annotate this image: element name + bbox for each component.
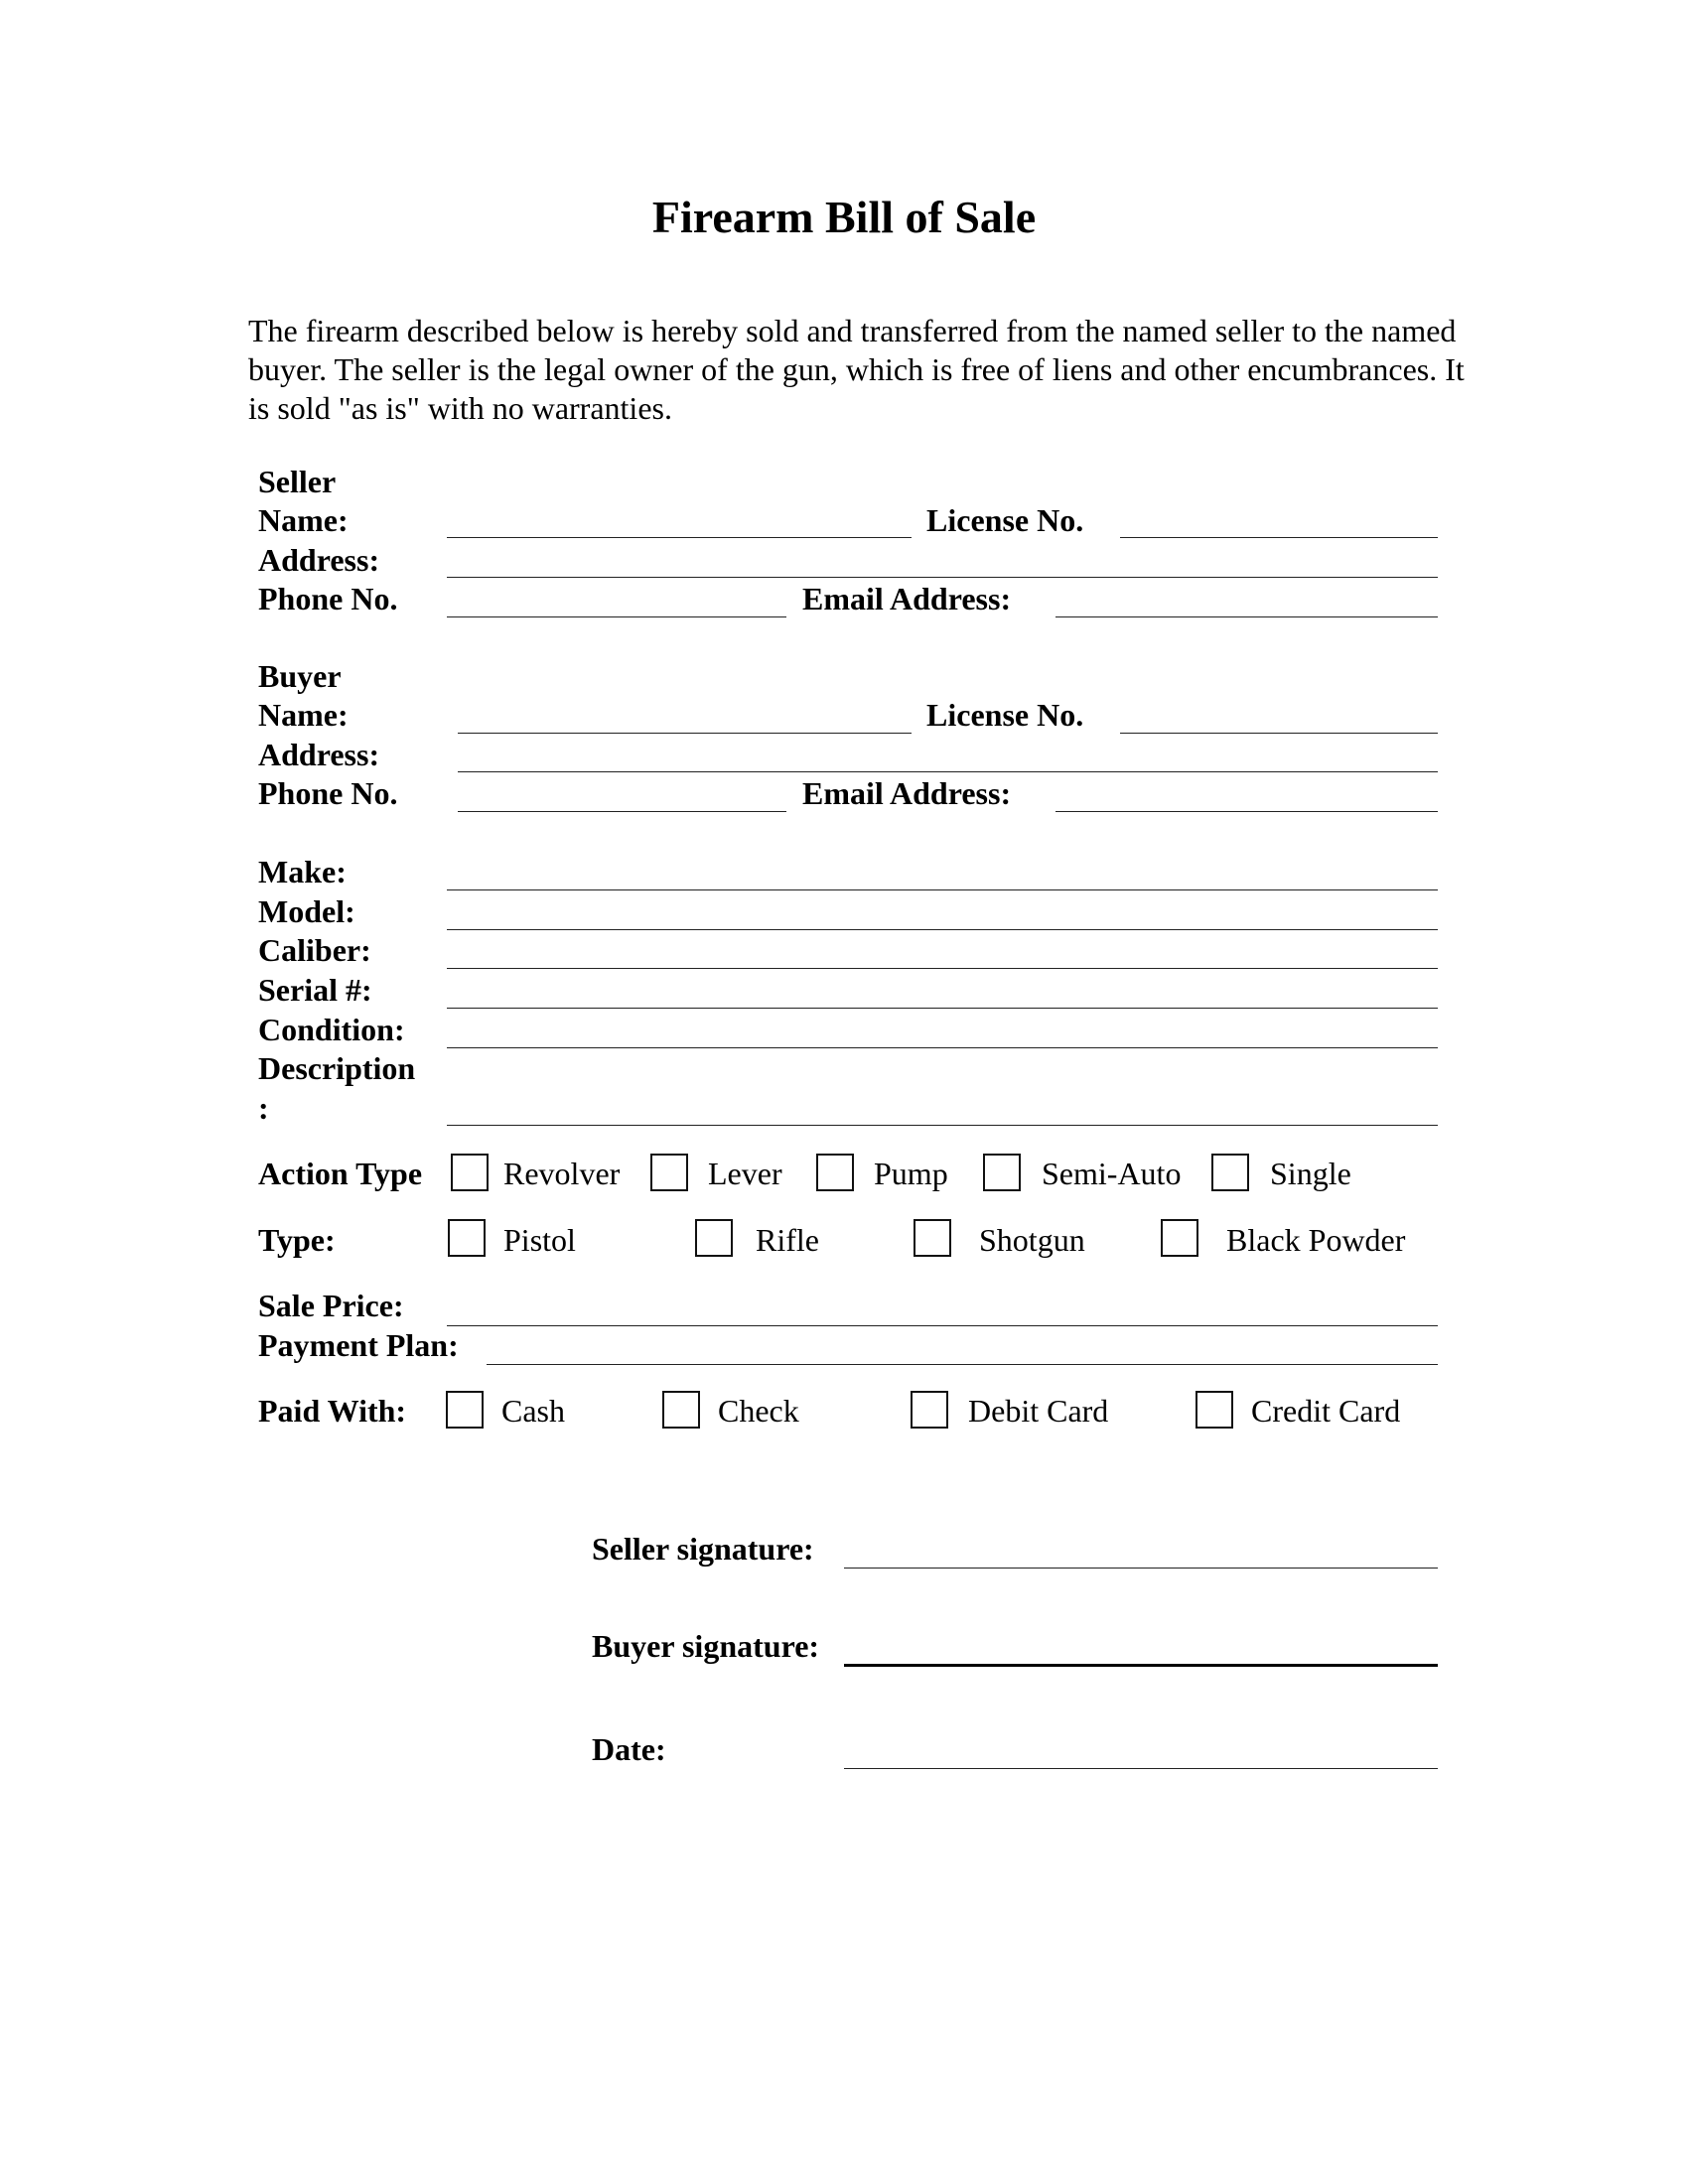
seller-license-label: License No. [926,502,1084,538]
buyer-signature-label: Buyer signature: [592,1628,820,1664]
paid-check-checkbox[interactable] [662,1391,700,1429]
caliber-label: Caliber: [258,932,371,968]
type-pistol-checkbox[interactable] [448,1219,486,1257]
buyer-phone-label: Phone No. [258,775,398,811]
buyer-email-field[interactable] [1055,811,1438,812]
condition-field[interactable] [447,1047,1438,1048]
sale-price-field[interactable] [447,1325,1438,1326]
paid-debit-card-label: Debit Card [968,1393,1109,1429]
type-black-powder-checkbox[interactable] [1161,1219,1198,1257]
model-label: Model: [258,893,355,929]
action-semi-auto-checkbox[interactable] [983,1154,1021,1191]
seller-name-label: Name: [258,502,349,538]
make-field[interactable] [447,889,1438,890]
document-title: Firearm Bill of Sale [651,192,1037,242]
type-pistol-label: Pistol [503,1222,576,1258]
seller-email-field[interactable] [1055,616,1438,617]
intro-paragraph: The firearm described below is hereby sold and transferred from the named seller to the named buyer. The seller is the legal owner of the gun, which is free of liens and other encumbrances. It is sold "as is" with no warranties. [248,313,1465,426]
type-shotgun-label: Shotgun [979,1222,1085,1258]
description-field[interactable] [447,1125,1438,1126]
seller-phone-label: Phone No. [258,581,398,616]
action-lever-label: Lever [708,1156,782,1191]
sale-price-label: Sale Price: [258,1288,404,1323]
buyer-license-label: License No. [926,697,1084,733]
paid-credit-card-label: Credit Card [1251,1393,1401,1429]
seller-address-field[interactable] [447,577,1438,578]
paid-cash-checkbox[interactable] [446,1391,484,1429]
seller-license-field[interactable] [1120,537,1438,538]
seller-signature-label: Seller signature: [592,1531,814,1567]
description-label-colon: : [258,1090,269,1126]
condition-label: Condition: [258,1012,405,1047]
type-shotgun-checkbox[interactable] [914,1219,951,1257]
payment-plan-field[interactable] [487,1364,1438,1365]
action-single-checkbox[interactable] [1211,1154,1249,1191]
type-rifle-label: Rifle [756,1222,819,1258]
action-single-label: Single [1270,1156,1351,1191]
buyer-phone-field[interactable] [458,811,786,812]
date-label: Date: [592,1731,666,1767]
action-pump-label: Pump [874,1156,948,1191]
description-label: Description [258,1050,416,1086]
type-black-powder-label: Black Powder [1226,1222,1406,1258]
paid-cash-label: Cash [501,1393,565,1429]
model-field[interactable] [447,929,1438,930]
buyer-heading: Buyer [258,658,342,694]
buyer-address-field[interactable] [458,771,1438,772]
type-label: Type: [258,1222,336,1258]
action-revolver-label: Revolver [503,1156,621,1191]
buyer-address-label: Address: [258,737,380,772]
action-type-label: Action Type [258,1156,423,1191]
buyer-license-field[interactable] [1120,733,1438,734]
serial-label: Serial #: [258,972,372,1008]
seller-address-label: Address: [258,542,380,578]
caliber-field[interactable] [447,968,1438,969]
seller-name-field[interactable] [447,537,912,538]
action-revolver-checkbox[interactable] [451,1154,489,1191]
paid-check-label: Check [718,1393,799,1429]
seller-heading: Seller [258,464,337,499]
paid-credit-card-checkbox[interactable] [1196,1391,1233,1429]
paid-debit-card-checkbox[interactable] [911,1391,948,1429]
action-semi-auto-label: Semi-Auto [1042,1156,1182,1191]
serial-field[interactable] [447,1008,1438,1009]
type-rifle-checkbox[interactable] [695,1219,733,1257]
seller-signature-field[interactable] [844,1568,1438,1569]
make-label: Make: [258,854,347,889]
payment-plan-label: Payment Plan: [258,1327,459,1363]
paid-with-label: Paid With: [258,1393,407,1429]
seller-email-label: Email Address: [802,581,1012,616]
date-field[interactable] [844,1768,1438,1769]
action-lever-checkbox[interactable] [650,1154,688,1191]
buyer-signature-field[interactable] [844,1664,1438,1667]
action-pump-checkbox[interactable] [816,1154,854,1191]
buyer-name-field[interactable] [458,733,912,734]
buyer-name-label: Name: [258,697,349,733]
seller-phone-field[interactable] [447,616,786,617]
buyer-email-label: Email Address: [802,775,1012,811]
